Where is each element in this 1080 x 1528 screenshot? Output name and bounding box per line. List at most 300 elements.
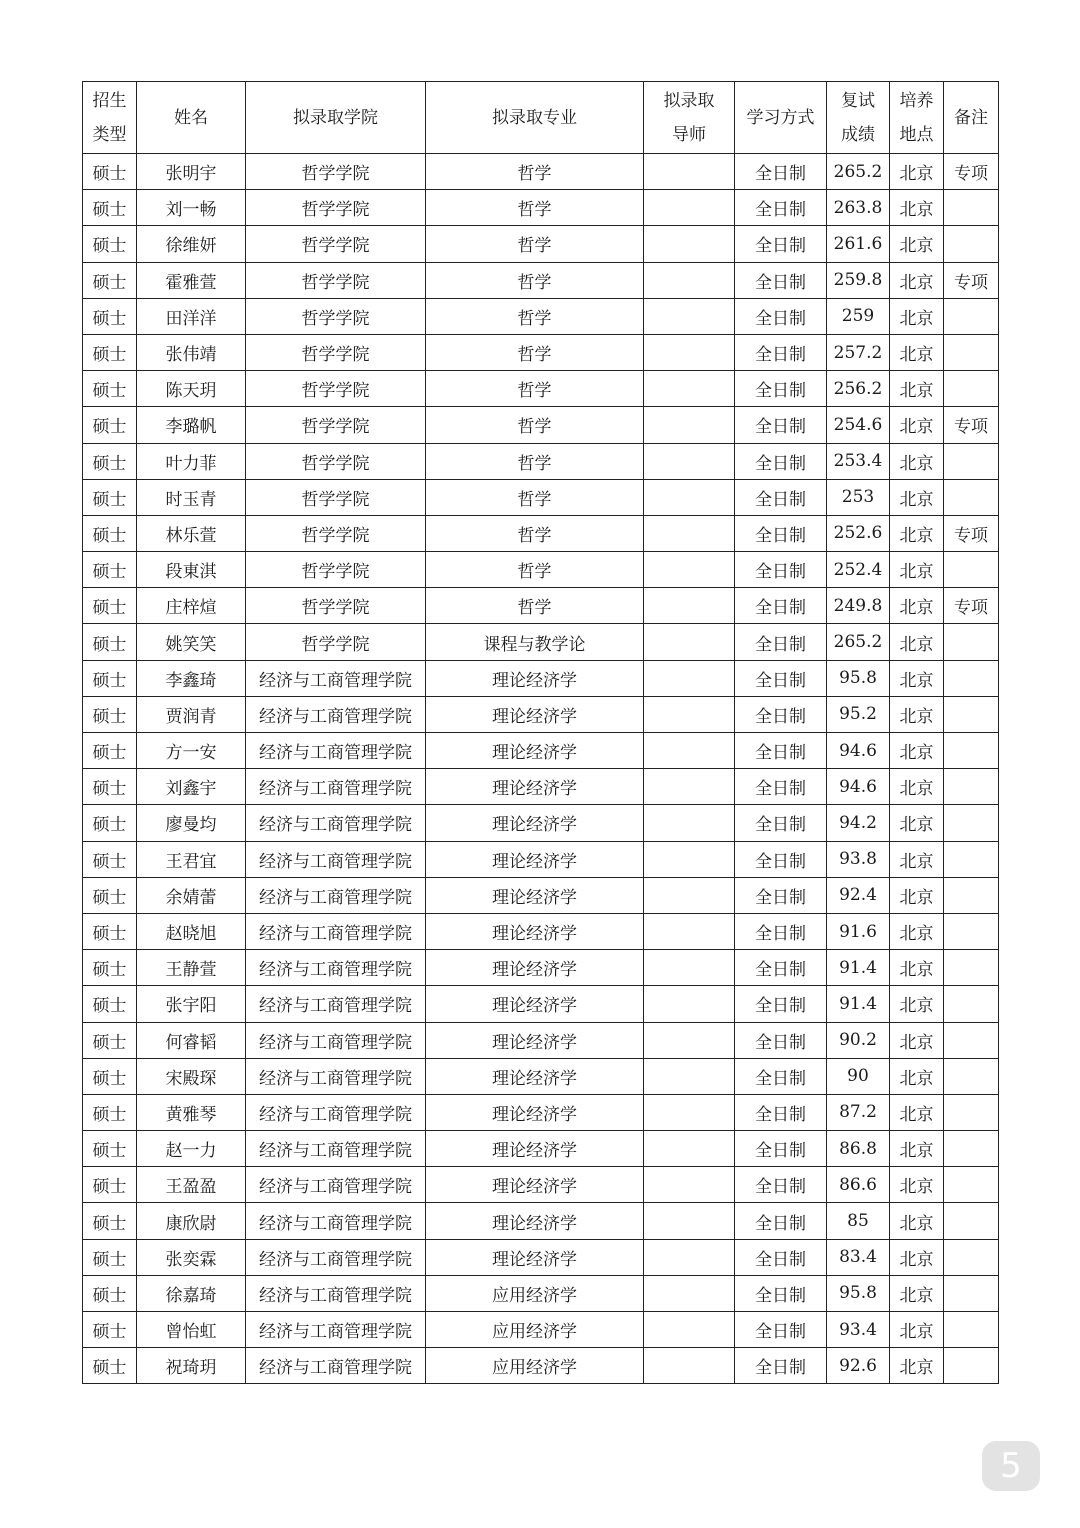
table-row (83, 190, 999, 226)
type-cell: 硕士 (83, 1167, 137, 1203)
advisor-cell (644, 190, 735, 226)
advisor-cell (644, 696, 735, 732)
header-name: 姓名 (137, 82, 246, 154)
location-cell: 北京 (890, 154, 944, 190)
major-cell: 应用经济学 (426, 1312, 644, 1348)
table-row (83, 443, 999, 479)
table-row (83, 1131, 999, 1167)
college-cell: 经济与工商管理学院 (246, 1167, 426, 1203)
advisor-cell (644, 262, 735, 298)
score-cell: 86.6 (827, 1167, 890, 1203)
major-cell: 理论经济学 (426, 1022, 644, 1058)
note-cell (944, 1348, 999, 1384)
advisor-cell (644, 371, 735, 407)
mode-cell: 全日制 (735, 588, 827, 624)
major-cell: 理论经济学 (426, 805, 644, 841)
mode-cell: 全日制 (735, 443, 827, 479)
major-cell: 理论经济学 (426, 1239, 644, 1275)
table-row (83, 588, 999, 624)
name-cell: 徐嘉琦 (137, 1275, 246, 1311)
college-cell: 哲学学院 (246, 262, 426, 298)
college-cell: 哲学学院 (246, 588, 426, 624)
mode-cell: 全日制 (735, 407, 827, 443)
note-cell: 专项 (944, 262, 999, 298)
header-advisor: 拟录取 导师 (644, 82, 735, 154)
mode-cell: 全日制 (735, 660, 827, 696)
note-cell (944, 1022, 999, 1058)
score-cell: 253.4 (827, 443, 890, 479)
college-cell: 哲学学院 (246, 298, 426, 334)
note-cell (944, 769, 999, 805)
name-cell: 叶力菲 (137, 443, 246, 479)
mode-cell: 全日制 (735, 371, 827, 407)
location-cell: 北京 (890, 1131, 944, 1167)
score-cell: 94.6 (827, 733, 890, 769)
note-cell (944, 1167, 999, 1203)
college-cell: 经济与工商管理学院 (246, 733, 426, 769)
name-cell: 赵晓旭 (137, 913, 246, 949)
major-cell: 理论经济学 (426, 986, 644, 1022)
type-cell: 硕士 (83, 660, 137, 696)
note-cell (944, 841, 999, 877)
advisor-cell (644, 841, 735, 877)
name-cell: 段東淇 (137, 552, 246, 588)
score-cell: 94.2 (827, 805, 890, 841)
advisor-cell (644, 298, 735, 334)
score-cell: 252.4 (827, 552, 890, 588)
mode-cell: 全日制 (735, 1239, 827, 1275)
score-cell: 95.2 (827, 696, 890, 732)
score-cell: 249.8 (827, 588, 890, 624)
score-cell: 90.2 (827, 1022, 890, 1058)
college-cell: 哲学学院 (246, 552, 426, 588)
score-cell: 91.4 (827, 986, 890, 1022)
table-row (83, 407, 999, 443)
mode-cell: 全日制 (735, 986, 827, 1022)
note-cell (944, 1131, 999, 1167)
major-cell: 应用经济学 (426, 1275, 644, 1311)
mode-cell: 全日制 (735, 1312, 827, 1348)
location-cell: 北京 (890, 1167, 944, 1203)
name-cell: 张宇阳 (137, 986, 246, 1022)
location-cell: 北京 (890, 733, 944, 769)
location-cell: 北京 (890, 1348, 944, 1384)
name-cell: 李鑫琦 (137, 660, 246, 696)
type-cell: 硕士 (83, 733, 137, 769)
college-cell: 经济与工商管理学院 (246, 1058, 426, 1094)
type-cell: 硕士 (83, 986, 137, 1022)
advisor-cell (644, 986, 735, 1022)
table-row (83, 696, 999, 732)
advisor-cell (644, 877, 735, 913)
college-cell: 经济与工商管理学院 (246, 805, 426, 841)
note-cell: 专项 (944, 588, 999, 624)
major-cell: 理论经济学 (426, 1203, 644, 1239)
advisor-cell (644, 733, 735, 769)
type-cell: 硕士 (83, 262, 137, 298)
name-cell: 余婧蕾 (137, 877, 246, 913)
score-cell: 90 (827, 1058, 890, 1094)
type-cell: 硕士 (83, 913, 137, 949)
location-cell: 北京 (890, 552, 944, 588)
college-cell: 经济与工商管理学院 (246, 1094, 426, 1130)
table-row (83, 1239, 999, 1275)
table-row (83, 660, 999, 696)
mode-cell: 全日制 (735, 805, 827, 841)
major-cell: 理论经济学 (426, 1058, 644, 1094)
name-cell: 王盈盈 (137, 1167, 246, 1203)
location-cell: 北京 (890, 1275, 944, 1311)
major-cell: 哲学 (426, 443, 644, 479)
table-row (83, 841, 999, 877)
type-cell: 硕士 (83, 1203, 137, 1239)
type-cell: 硕士 (83, 950, 137, 986)
location-cell: 北京 (890, 805, 944, 841)
table-row (83, 1094, 999, 1130)
score-cell: 87.2 (827, 1094, 890, 1130)
table-body (83, 154, 999, 1384)
name-cell: 霍雅萱 (137, 262, 246, 298)
college-cell: 经济与工商管理学院 (246, 769, 426, 805)
location-cell: 北京 (890, 986, 944, 1022)
type-cell: 硕士 (83, 1058, 137, 1094)
note-cell (944, 733, 999, 769)
header-study-mode: 学习方式 (735, 82, 827, 154)
mode-cell: 全日制 (735, 515, 827, 551)
note-cell (944, 624, 999, 660)
score-cell: 256.2 (827, 371, 890, 407)
major-cell: 哲学 (426, 334, 644, 370)
note-cell (944, 913, 999, 949)
mode-cell: 全日制 (735, 1275, 827, 1311)
type-cell: 硕士 (83, 190, 137, 226)
major-cell: 哲学 (426, 298, 644, 334)
name-cell: 刘一畅 (137, 190, 246, 226)
mode-cell: 全日制 (735, 696, 827, 732)
note-cell (944, 479, 999, 515)
advisor-cell (644, 226, 735, 262)
type-cell: 硕士 (83, 479, 137, 515)
mode-cell: 全日制 (735, 154, 827, 190)
advisor-cell (644, 1239, 735, 1275)
table-row (83, 1167, 999, 1203)
advisor-cell (644, 334, 735, 370)
type-cell: 硕士 (83, 696, 137, 732)
table-row (83, 624, 999, 660)
type-cell: 硕士 (83, 1239, 137, 1275)
type-cell: 硕士 (83, 552, 137, 588)
name-cell: 王君宜 (137, 841, 246, 877)
advisor-cell (644, 154, 735, 190)
major-cell: 哲学 (426, 262, 644, 298)
type-cell: 硕士 (83, 515, 137, 551)
name-cell: 陈天玥 (137, 371, 246, 407)
score-cell: 95.8 (827, 1275, 890, 1311)
advisor-cell (644, 443, 735, 479)
college-cell: 哲学学院 (246, 515, 426, 551)
advisor-cell (644, 660, 735, 696)
type-cell: 硕士 (83, 877, 137, 913)
mode-cell: 全日制 (735, 1131, 827, 1167)
score-cell: 95.8 (827, 660, 890, 696)
note-cell (944, 190, 999, 226)
major-cell: 哲学 (426, 371, 644, 407)
score-cell: 86.8 (827, 1131, 890, 1167)
college-cell: 经济与工商管理学院 (246, 986, 426, 1022)
location-cell: 北京 (890, 624, 944, 660)
major-cell: 理论经济学 (426, 950, 644, 986)
location-cell: 北京 (890, 1312, 944, 1348)
score-cell: 253 (827, 479, 890, 515)
name-cell: 祝琦玥 (137, 1348, 246, 1384)
mode-cell: 全日制 (735, 950, 827, 986)
advisor-cell (644, 515, 735, 551)
advisor-cell (644, 1022, 735, 1058)
college-cell: 经济与工商管理学院 (246, 841, 426, 877)
location-cell: 北京 (890, 696, 944, 732)
mode-cell: 全日制 (735, 624, 827, 660)
major-cell: 哲学 (426, 154, 644, 190)
score-cell: 83.4 (827, 1239, 890, 1275)
location-cell: 北京 (890, 877, 944, 913)
mode-cell: 全日制 (735, 877, 827, 913)
college-cell: 哲学学院 (246, 190, 426, 226)
table-row (83, 262, 999, 298)
table-row (83, 334, 999, 370)
advisor-cell (644, 769, 735, 805)
header-location: 培养 地点 (890, 82, 944, 154)
table-row (83, 1275, 999, 1311)
college-cell: 经济与工商管理学院 (246, 1275, 426, 1311)
table-row (83, 986, 999, 1022)
note-cell (944, 877, 999, 913)
type-cell: 硕士 (83, 1131, 137, 1167)
mode-cell: 全日制 (735, 1203, 827, 1239)
score-cell: 92.4 (827, 877, 890, 913)
note-cell (944, 226, 999, 262)
college-cell: 经济与工商管理学院 (246, 1203, 426, 1239)
type-cell: 硕士 (83, 298, 137, 334)
college-cell: 经济与工商管理学院 (246, 1131, 426, 1167)
college-cell: 经济与工商管理学院 (246, 1022, 426, 1058)
type-cell: 硕士 (83, 154, 137, 190)
mode-cell: 全日制 (735, 1022, 827, 1058)
mode-cell: 全日制 (735, 334, 827, 370)
table-row (83, 552, 999, 588)
mode-cell: 全日制 (735, 913, 827, 949)
mode-cell: 全日制 (735, 262, 827, 298)
college-cell: 经济与工商管理学院 (246, 1348, 426, 1384)
location-cell: 北京 (890, 226, 944, 262)
table-row (83, 1058, 999, 1094)
note-cell (944, 1275, 999, 1311)
major-cell: 理论经济学 (426, 769, 644, 805)
major-cell: 哲学 (426, 190, 644, 226)
college-cell: 经济与工商管理学院 (246, 950, 426, 986)
table-row (83, 515, 999, 551)
major-cell: 哲学 (426, 515, 644, 551)
location-cell: 北京 (890, 588, 944, 624)
name-cell: 时玉青 (137, 479, 246, 515)
score-cell: 94.6 (827, 769, 890, 805)
table-row (83, 913, 999, 949)
major-cell: 课程与教学论 (426, 624, 644, 660)
type-cell: 硕士 (83, 334, 137, 370)
name-cell: 林乐萱 (137, 515, 246, 551)
name-cell: 廖曼均 (137, 805, 246, 841)
advisor-cell (644, 588, 735, 624)
score-cell: 257.2 (827, 334, 890, 370)
table-row (83, 371, 999, 407)
name-cell: 李璐帆 (137, 407, 246, 443)
type-cell: 硕士 (83, 841, 137, 877)
location-cell: 北京 (890, 479, 944, 515)
note-cell (944, 1239, 999, 1275)
note-cell (944, 1203, 999, 1239)
note-cell (944, 950, 999, 986)
type-cell: 硕士 (83, 588, 137, 624)
college-cell: 经济与工商管理学院 (246, 1312, 426, 1348)
type-cell: 硕士 (83, 805, 137, 841)
note-cell (944, 334, 999, 370)
college-cell: 经济与工商管理学院 (246, 913, 426, 949)
location-cell: 北京 (890, 1058, 944, 1094)
location-cell: 北京 (890, 1094, 944, 1130)
table-row (83, 1022, 999, 1058)
table-row (83, 1203, 999, 1239)
advisor-cell (644, 1275, 735, 1311)
type-cell: 硕士 (83, 407, 137, 443)
name-cell: 田洋洋 (137, 298, 246, 334)
score-cell: 91.6 (827, 913, 890, 949)
note-cell (944, 443, 999, 479)
mode-cell: 全日制 (735, 841, 827, 877)
advisor-cell (644, 1167, 735, 1203)
name-cell: 王静萱 (137, 950, 246, 986)
mode-cell: 全日制 (735, 733, 827, 769)
major-cell: 应用经济学 (426, 1348, 644, 1384)
major-cell: 理论经济学 (426, 660, 644, 696)
table-row (83, 154, 999, 190)
header-score: 复试 成绩 (827, 82, 890, 154)
college-cell: 哲学学院 (246, 154, 426, 190)
score-cell: 263.8 (827, 190, 890, 226)
college-cell: 经济与工商管理学院 (246, 877, 426, 913)
college-cell: 哲学学院 (246, 371, 426, 407)
table-row (83, 298, 999, 334)
advisor-cell (644, 407, 735, 443)
type-cell: 硕士 (83, 1275, 137, 1311)
college-cell: 哲学学院 (246, 443, 426, 479)
location-cell: 北京 (890, 334, 944, 370)
name-cell: 姚笑笑 (137, 624, 246, 660)
note-cell (944, 660, 999, 696)
table-row (83, 226, 999, 262)
major-cell: 理论经济学 (426, 841, 644, 877)
name-cell: 贾润青 (137, 696, 246, 732)
mode-cell: 全日制 (735, 226, 827, 262)
location-cell: 北京 (890, 660, 944, 696)
admission-table (82, 81, 999, 1384)
name-cell: 庄梓煊 (137, 588, 246, 624)
score-cell: 93.4 (827, 1312, 890, 1348)
name-cell: 宋殿琛 (137, 1058, 246, 1094)
header-major: 拟录取专业 (426, 82, 644, 154)
mode-cell: 全日制 (735, 298, 827, 334)
name-cell: 刘鑫宇 (137, 769, 246, 805)
mode-cell: 全日制 (735, 1058, 827, 1094)
advisor-cell (644, 1203, 735, 1239)
college-cell: 经济与工商管理学院 (246, 660, 426, 696)
score-cell: 91.4 (827, 950, 890, 986)
location-cell: 北京 (890, 407, 944, 443)
table-row (83, 1312, 999, 1348)
table-row (83, 733, 999, 769)
location-cell: 北京 (890, 769, 944, 805)
advisor-cell (644, 1131, 735, 1167)
mode-cell: 全日制 (735, 1094, 827, 1130)
college-cell: 哲学学院 (246, 479, 426, 515)
table-row (83, 1348, 999, 1384)
college-cell: 经济与工商管理学院 (246, 1239, 426, 1275)
score-cell: 259.8 (827, 262, 890, 298)
type-cell: 硕士 (83, 1022, 137, 1058)
mode-cell: 全日制 (735, 1167, 827, 1203)
location-cell: 北京 (890, 1203, 944, 1239)
college-cell: 哲学学院 (246, 407, 426, 443)
name-cell: 康欣尉 (137, 1203, 246, 1239)
note-cell (944, 1312, 999, 1348)
major-cell: 理论经济学 (426, 696, 644, 732)
advisor-cell (644, 479, 735, 515)
location-cell: 北京 (890, 190, 944, 226)
type-cell: 硕士 (83, 371, 137, 407)
name-cell: 何睿韬 (137, 1022, 246, 1058)
note-cell (944, 696, 999, 732)
type-cell: 硕士 (83, 624, 137, 660)
table-row (83, 877, 999, 913)
name-cell: 张奕霖 (137, 1239, 246, 1275)
location-cell: 北京 (890, 950, 944, 986)
note-cell (944, 1058, 999, 1094)
header-college: 拟录取学院 (246, 82, 426, 154)
location-cell: 北京 (890, 913, 944, 949)
mode-cell: 全日制 (735, 552, 827, 588)
type-cell: 硕士 (83, 1312, 137, 1348)
note-cell (944, 986, 999, 1022)
advisor-cell (644, 1058, 735, 1094)
header-type: 招生 类型 (83, 82, 137, 154)
major-cell: 理论经济学 (426, 913, 644, 949)
location-cell: 北京 (890, 371, 944, 407)
name-cell: 张伟靖 (137, 334, 246, 370)
location-cell: 北京 (890, 1239, 944, 1275)
score-cell: 92.6 (827, 1348, 890, 1384)
note-cell: 专项 (944, 407, 999, 443)
college-cell: 经济与工商管理学院 (246, 696, 426, 732)
major-cell: 理论经济学 (426, 1094, 644, 1130)
major-cell: 理论经济学 (426, 733, 644, 769)
name-cell: 徐维妍 (137, 226, 246, 262)
location-cell: 北京 (890, 515, 944, 551)
major-cell: 哲学 (426, 226, 644, 262)
mode-cell: 全日制 (735, 1348, 827, 1384)
major-cell: 理论经济学 (426, 1131, 644, 1167)
note-cell: 专项 (944, 154, 999, 190)
type-cell: 硕士 (83, 1094, 137, 1130)
major-cell: 哲学 (426, 552, 644, 588)
college-cell: 哲学学院 (246, 334, 426, 370)
